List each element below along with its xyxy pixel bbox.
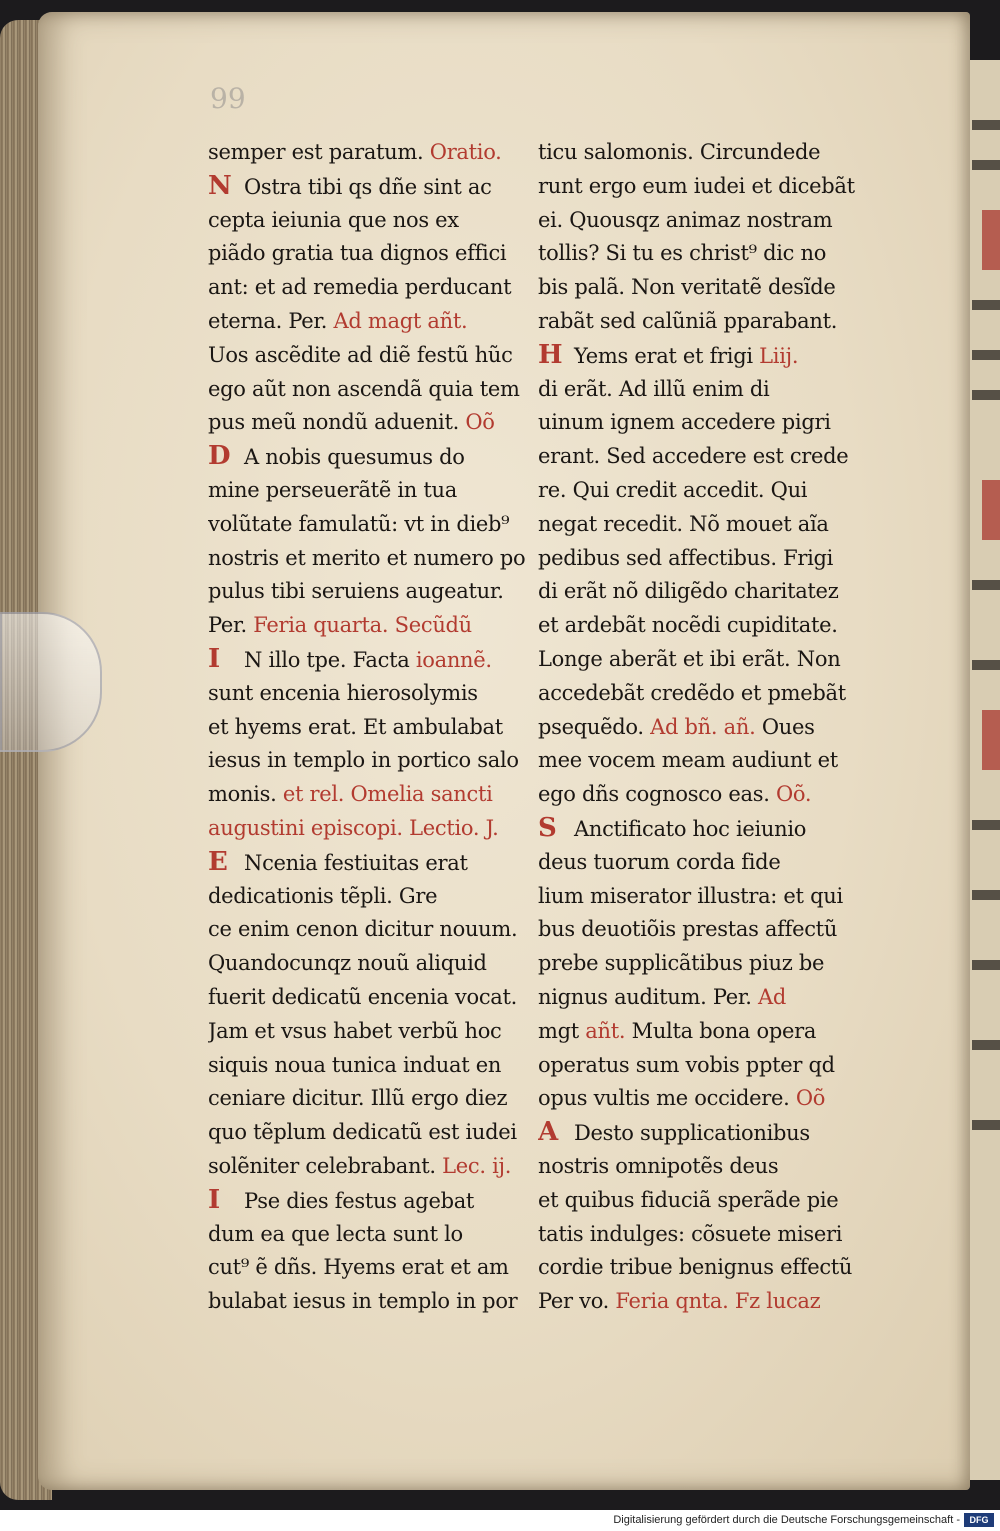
- text-line: [208, 339, 553, 373]
- body-text: mee vocem meam audiunt et: [538, 748, 838, 773]
- body-text: dedicationis tẽpli. Gre: [208, 883, 438, 908]
- body-text: uinum ignem accedere pigri: [538, 410, 831, 435]
- body-text: iesus in templo in portico salo: [208, 748, 519, 773]
- text-line: [538, 1049, 883, 1083]
- text-line: [538, 204, 883, 238]
- rubric-text: Feria qnta. Fz lucaz: [615, 1289, 821, 1314]
- body-text: Desto supplicationibus: [574, 1121, 810, 1146]
- book-clasp: [0, 612, 102, 752]
- text-line: [538, 913, 883, 947]
- body-text: tatis indulges: cõsuete miseri: [538, 1221, 843, 1246]
- rubric-text: Oõ: [795, 1086, 826, 1111]
- text-line: [538, 136, 883, 170]
- body-text: rabãt sed calũniã pparabant.: [538, 308, 838, 333]
- body-text: runt ergo eum iudei et dicebãt: [538, 173, 855, 198]
- text-line: [208, 812, 553, 846]
- body-text: Quandocunqz nouũ aliquid: [208, 951, 487, 976]
- dfg-logo: DFG: [964, 1513, 994, 1527]
- text-line: [208, 947, 553, 981]
- initial-letter: D: [208, 441, 231, 472]
- text-line: [538, 744, 883, 778]
- text-line: [538, 305, 883, 339]
- text-line: [208, 778, 553, 812]
- body-text: volũtate famulatũ: vt in dieb⁹: [208, 511, 510, 536]
- body-text: re. Qui credit accedit. Qui: [538, 477, 808, 502]
- body-text: Per vo.: [538, 1289, 616, 1314]
- body-text: A nobis quesumus do: [244, 445, 465, 470]
- body-text: Multa bona opera: [625, 1018, 817, 1043]
- body-text: bulabat iesus in templo in por: [208, 1289, 518, 1314]
- text-line: [538, 677, 883, 711]
- rubric-text: et rel. Omelia sancti: [282, 782, 493, 807]
- text-line: [208, 744, 553, 778]
- rubric-text: Lec. ij.: [442, 1153, 512, 1178]
- text-line: [538, 1150, 883, 1184]
- body-text: nostris et merito et numero po: [208, 545, 526, 570]
- text-line: [208, 1150, 553, 1184]
- body-text: piãdo gratia tua dignos effici: [208, 241, 507, 266]
- rubric-text: augustini episcopi. Lectio. J.: [208, 815, 499, 840]
- body-text: psequẽdo.: [538, 714, 651, 739]
- body-text: opus vultis me occidere.: [538, 1086, 796, 1111]
- text-line: [538, 947, 883, 981]
- body-text: bus deuotiõis prestas affectũ: [538, 917, 838, 942]
- text-line: [208, 1116, 553, 1150]
- body-text: mgt: [538, 1018, 586, 1043]
- right-text-column: [538, 136, 883, 1319]
- body-text: nostris omnipotẽs deus: [538, 1153, 779, 1178]
- body-text: accedebãt credẽdo et pmebãt: [538, 680, 846, 705]
- body-text: pedibus sed affectibus. Frigi: [538, 545, 834, 570]
- left-text-column: [208, 136, 553, 1319]
- text-line: [538, 1116, 883, 1150]
- body-text: ei. Quousqz animaz nostram: [538, 207, 833, 232]
- text-line: [538, 643, 883, 677]
- text-line: [538, 474, 883, 508]
- initial-letter: A: [538, 1117, 558, 1148]
- text-line: [208, 1184, 553, 1218]
- body-text: eterna. Per.: [208, 308, 334, 333]
- body-text: Ostra tibi qs dñe sint ac: [244, 174, 492, 199]
- text-line: [208, 1082, 553, 1116]
- body-text: operatus sum vobis ppter qd: [538, 1052, 835, 1077]
- rubric-text: añt.: [585, 1018, 626, 1043]
- text-line: [538, 406, 883, 440]
- text-line: [208, 846, 553, 880]
- text-line: [208, 1251, 553, 1285]
- rubric-text: Feria quarta. Secũdũ: [253, 613, 472, 638]
- body-text: monis.: [208, 782, 283, 807]
- text-line: [208, 880, 553, 914]
- text-line: [538, 880, 883, 914]
- text-line: [208, 237, 553, 271]
- text-line: [538, 846, 883, 880]
- text-line: [208, 474, 553, 508]
- body-text: cepta ieiunia que nos ex: [208, 207, 459, 232]
- body-text: fuerit dedicatũ encenia vocat.: [208, 984, 518, 1009]
- body-text: Per.: [208, 613, 254, 638]
- text-line: [538, 981, 883, 1015]
- text-line: [208, 440, 553, 474]
- rubric-text: Ad bñ. añ.: [650, 714, 756, 739]
- body-text: erant. Sed accedere est crede: [538, 444, 849, 469]
- digitization-footer: [0, 1510, 1000, 1531]
- text-line: [538, 1285, 883, 1319]
- text-line: [538, 339, 883, 373]
- body-text: ce enim cenon dicitur nouum.: [208, 917, 518, 942]
- text-line: [208, 1218, 553, 1252]
- initial-letter: N: [208, 170, 232, 201]
- text-line: [538, 271, 883, 305]
- body-text: Ncenia festiuitas erat: [244, 850, 468, 875]
- initial-letter: S: [538, 812, 557, 843]
- text-line: [538, 1015, 883, 1049]
- body-text: ant: et ad remedia perducant: [208, 275, 512, 300]
- text-line: [538, 778, 883, 812]
- rubric-text: Oratio.: [429, 140, 502, 164]
- text-line: [208, 1015, 553, 1049]
- text-line: [538, 575, 883, 609]
- text-line: [538, 1082, 883, 1116]
- text-line: [208, 643, 553, 677]
- text-line: [208, 542, 553, 576]
- initial-letter: I: [208, 1184, 220, 1215]
- body-text: sunt encenia hierosolymis: [208, 680, 478, 705]
- text-line: [538, 170, 883, 204]
- text-line: [538, 237, 883, 271]
- body-text: Oues: [755, 714, 815, 739]
- footer-credit: Digitalisierung gefördert durch die Deutsche Forschungsgemeinschaft -: [613, 1514, 960, 1526]
- text-line: [538, 1184, 883, 1218]
- body-text: Anctificato hoc ieiunio: [574, 816, 807, 841]
- body-text: ego dñs cognosco eas.: [538, 782, 776, 807]
- rubric-text: Oõ.: [775, 782, 812, 807]
- text-line: [208, 271, 553, 305]
- body-text: siquis noua tunica induat en: [208, 1052, 502, 1077]
- rubric-text: Oõ: [465, 410, 495, 435]
- body-text: deus tuorum corda fide: [538, 849, 781, 874]
- body-text: semper est paratum.: [208, 140, 430, 164]
- facing-page-edge: [968, 60, 1000, 1480]
- body-text: di erãt. Ad illũ enim di: [538, 376, 770, 401]
- body-text: solẽniter celebrabant.: [208, 1153, 443, 1178]
- text-line: [208, 609, 553, 643]
- initial-letter: E: [208, 846, 228, 877]
- body-text: dum ea que lecta sunt lo: [208, 1221, 463, 1246]
- text-line: [208, 1049, 553, 1083]
- text-line: [208, 373, 553, 407]
- text-line: [538, 609, 883, 643]
- body-text: ticu salomonis. Circundede: [538, 140, 821, 164]
- text-line: [208, 170, 553, 204]
- body-text: et hyems erat. Et ambulabat: [208, 714, 503, 739]
- text-line: [208, 711, 553, 745]
- body-text: bis palã. Non veritatẽ desĩde: [538, 275, 836, 300]
- body-text: pus meũ nondũ aduenit.: [208, 410, 466, 435]
- body-text: negat recedit. Nõ mouet aĩa: [538, 511, 829, 536]
- body-text: quo tẽplum dedicatũ est iudei: [208, 1120, 517, 1145]
- initial-letter: H: [538, 339, 563, 370]
- folio-mark: 99: [210, 82, 246, 115]
- body-text: pulus tibi seruiens augeatur.: [208, 579, 504, 604]
- text-line: [538, 440, 883, 474]
- body-text: tollis? Si tu es christ⁹ dic no: [538, 241, 827, 266]
- text-line: [208, 913, 553, 947]
- text-line: [208, 136, 553, 170]
- text-line: [538, 711, 883, 745]
- body-text: et quibus fiduciã sperãde pie: [538, 1187, 839, 1212]
- rubric-text: ioannẽ.: [415, 647, 492, 672]
- body-text: Jam et vsus habet verbũ hoc: [208, 1018, 502, 1043]
- text-line: [538, 373, 883, 407]
- initial-letter: I: [208, 643, 220, 674]
- text-line: [208, 204, 553, 238]
- body-text: nignus auditum. Per.: [538, 984, 759, 1009]
- rubric-text: Liij.: [759, 343, 799, 368]
- body-text: et ardebãt nocẽdi cupiditate.: [538, 613, 838, 638]
- body-text: Pse dies festus agebat: [244, 1188, 475, 1213]
- text-line: [538, 508, 883, 542]
- text-line: [538, 1251, 883, 1285]
- body-text: cordie tribue benignus effectũ: [538, 1255, 853, 1280]
- body-text: Longe aberãt et ibi erãt. Non: [538, 646, 841, 671]
- text-line: [208, 1285, 553, 1319]
- text-line: [208, 305, 553, 339]
- body-text: Yems erat et frigi: [574, 343, 760, 368]
- text-line: [208, 406, 553, 440]
- body-text: ego aũt non ascendã quia tem: [208, 376, 520, 401]
- body-text: lium miserator illustra: et qui: [538, 883, 843, 908]
- text-line: [208, 677, 553, 711]
- text-line: [208, 508, 553, 542]
- body-text: N illo tpe. Facta: [244, 647, 416, 672]
- body-text: di erãt nõ diligẽdo charitatez: [538, 579, 839, 604]
- text-line: [538, 812, 883, 846]
- text-line: [208, 575, 553, 609]
- body-text: prebe supplicãtibus piuz be: [538, 951, 825, 976]
- rubric-text: Ad: [758, 984, 787, 1009]
- body-text: mine perseuerãtẽ in tua: [208, 477, 457, 502]
- body-text: cut⁹ ẽ dñs. Hyems erat et am: [208, 1255, 509, 1280]
- text-line: [538, 542, 883, 576]
- text-line: [208, 981, 553, 1015]
- body-text: ceniare dicitur. Illũ ergo diez: [208, 1086, 508, 1111]
- rubric-text: Ad magt añt.: [333, 308, 468, 333]
- text-line: [538, 1218, 883, 1252]
- body-text: Uos ascẽdite ad diẽ festũ hũc: [208, 342, 513, 367]
